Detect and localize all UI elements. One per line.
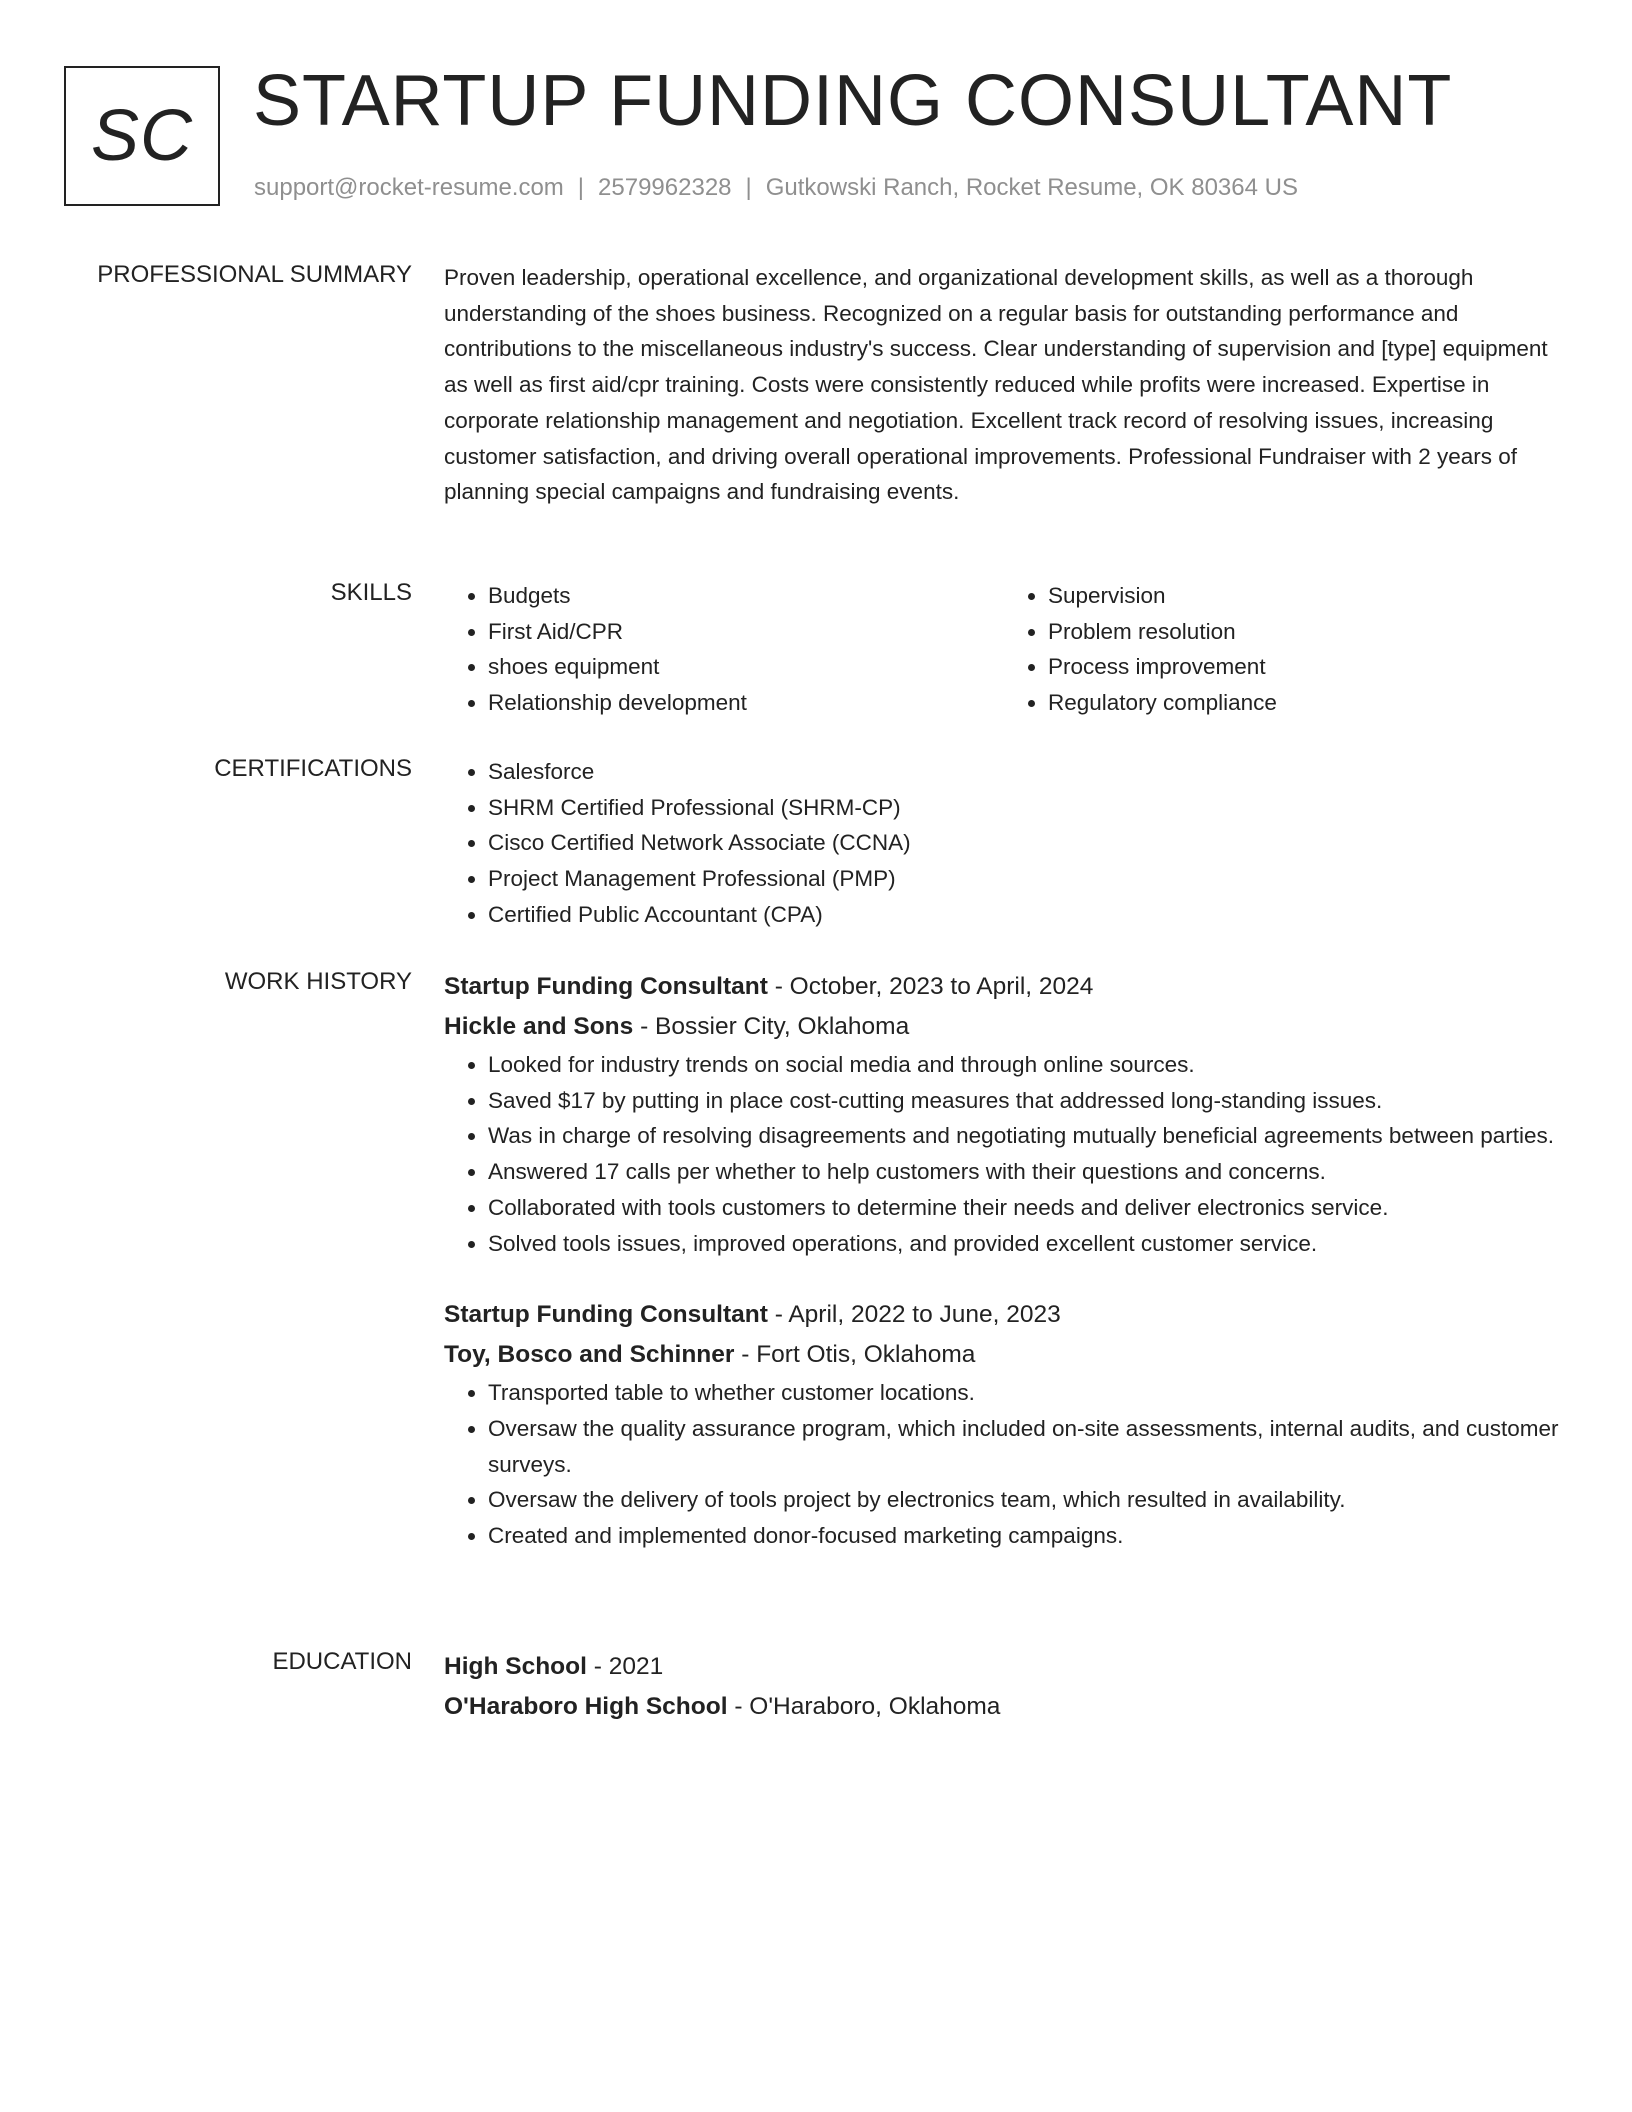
list-item: • Project Management Professional (PMP) — [488, 861, 1564, 897]
section-label-summary: PROFESSIONAL SUMMARY — [97, 261, 412, 288]
education-school: O'Haraboro High School — [444, 1693, 728, 1720]
section-label-education: EDUCATION — [272, 1648, 412, 1675]
list-item: • Regulatory compliance — [1048, 685, 1564, 721]
list-item: • First Aid/CPR — [488, 614, 1004, 650]
list-item: • Answered 17 calls per whether to help customers with their questions and concerns. — [488, 1154, 1564, 1190]
list-item: • Looked for industry trends on social media and through online sources. — [488, 1047, 1564, 1083]
job-title: Startup Funding Consultant — [444, 1301, 768, 1329]
job-title-line — [444, 1295, 1564, 1335]
education-degree: High School — [444, 1653, 587, 1680]
list-item: • Oversaw the delivery of tools project by electronics team, which resulted in availability. — [488, 1482, 1564, 1518]
list-item: • Process improvement — [1048, 649, 1564, 685]
list-item: • Oversaw the quality assurance program, which included on-site assessments, internal audits, and customer surveys. — [488, 1411, 1564, 1482]
job-dates: - October, 2023 to April, 2024 — [767, 973, 1094, 1000]
job-location: - Fort Otis, Oklahoma — [734, 1341, 976, 1369]
certifications-list — [444, 754, 1564, 933]
certifications-body — [444, 754, 1564, 933]
job-company-line — [444, 1007, 1564, 1047]
list-item: • Supervision — [1048, 578, 1564, 614]
list-item: • Problem resolution — [1048, 614, 1564, 650]
job-title: Startup Funding Consultant — [444, 973, 768, 1000]
list-item: • Relationship development — [488, 685, 1004, 721]
summary-text: Proven leadership, operational excellence, and organizational development skills, as well as a thorough understanding of the shoes business. Recognized on a regular basis for outstanding performance and contributions to the miscellaneous industry's success. Clear understanding of supervision and [type] equipment as well as first aid/cpr training. Costs were consistently reduced while profits were increased. Expertise in corporate relationship management and negotiation. Excellent track record of resolving issues, increasing customer satisfaction, and driving overall operational improvements. Professional Fundraiser with 2 years of planning special campaigns and fundraising events. — [444, 265, 1548, 505]
list-item: • Budgets — [488, 578, 1004, 614]
list-item: • Created and implemented donor-focused marketing campaigns. — [488, 1518, 1564, 1554]
list-item: • Transported table to whether customer locations. — [488, 1375, 1564, 1411]
skills-list-left — [444, 578, 1004, 721]
contact-line — [254, 172, 1298, 204]
work-body — [444, 967, 1564, 1554]
job-entry — [444, 1295, 1564, 1554]
job-bullets — [444, 1375, 1564, 1554]
education-body — [444, 1647, 1564, 1727]
list-item: • Solved tools issues, improved operations, and provided excellent customer service. — [488, 1226, 1564, 1262]
education-location: - O'Haraboro, Oklahoma — [727, 1693, 1001, 1720]
list-item: • Collaborated with tools customers to determine their needs and deliver electronics service. — [488, 1190, 1564, 1226]
contact-phone: 2579962328 — [598, 174, 732, 201]
list-item: • Saved $17 by putting in place cost-cutting measures that addressed long-standing issues. — [488, 1083, 1564, 1119]
monogram-initials: SC — [90, 96, 194, 176]
resume-title: STARTUP FUNDING CONSULTANT — [253, 61, 1453, 141]
section-label-certifications: CERTIFICATIONS — [214, 755, 412, 782]
monogram-box — [64, 66, 220, 206]
job-dates: - April, 2022 to June, 2023 — [767, 1301, 1061, 1329]
job-company: Hickle and Sons — [444, 1013, 634, 1040]
skills-grid — [444, 578, 1564, 721]
job-bullets — [444, 1047, 1564, 1261]
list-item: • SHRM Certified Professional (SHRM-CP) — [488, 790, 1564, 826]
section-label-work: WORK HISTORY — [224, 968, 412, 995]
list-item: • Cisco Certified Network Associate (CCNA) — [488, 825, 1564, 861]
education-degree-line — [444, 1647, 1564, 1687]
contact-separator: | — [577, 174, 585, 201]
skills-list-right — [1004, 578, 1564, 721]
list-item: • Salesforce — [488, 754, 1564, 790]
list-item: • Was in charge of resolving disagreements and negotiating mutually beneficial agreements between parties. — [488, 1118, 1564, 1154]
job-company: Toy, Bosco and Schinner — [444, 1341, 735, 1369]
list-item: • Certified Public Accountant (CPA) — [488, 897, 1564, 933]
job-location: - Bossier City, Oklahoma — [633, 1013, 910, 1040]
contact-address: Gutkowski Ranch, Rocket Resume, OK 80364 US — [765, 174, 1298, 201]
job-company-line — [444, 1335, 1564, 1375]
job-title-line — [444, 967, 1564, 1007]
contact-separator: | — [745, 174, 752, 201]
list-item: • shoes equipment — [488, 649, 1004, 685]
job-entry — [444, 967, 1564, 1261]
contact-email: support@rocket-resume.com — [254, 174, 564, 201]
section-label-skills: SKILLS — [330, 579, 412, 606]
education-year: - 2021 — [586, 1653, 664, 1680]
education-school-line — [444, 1687, 1564, 1727]
